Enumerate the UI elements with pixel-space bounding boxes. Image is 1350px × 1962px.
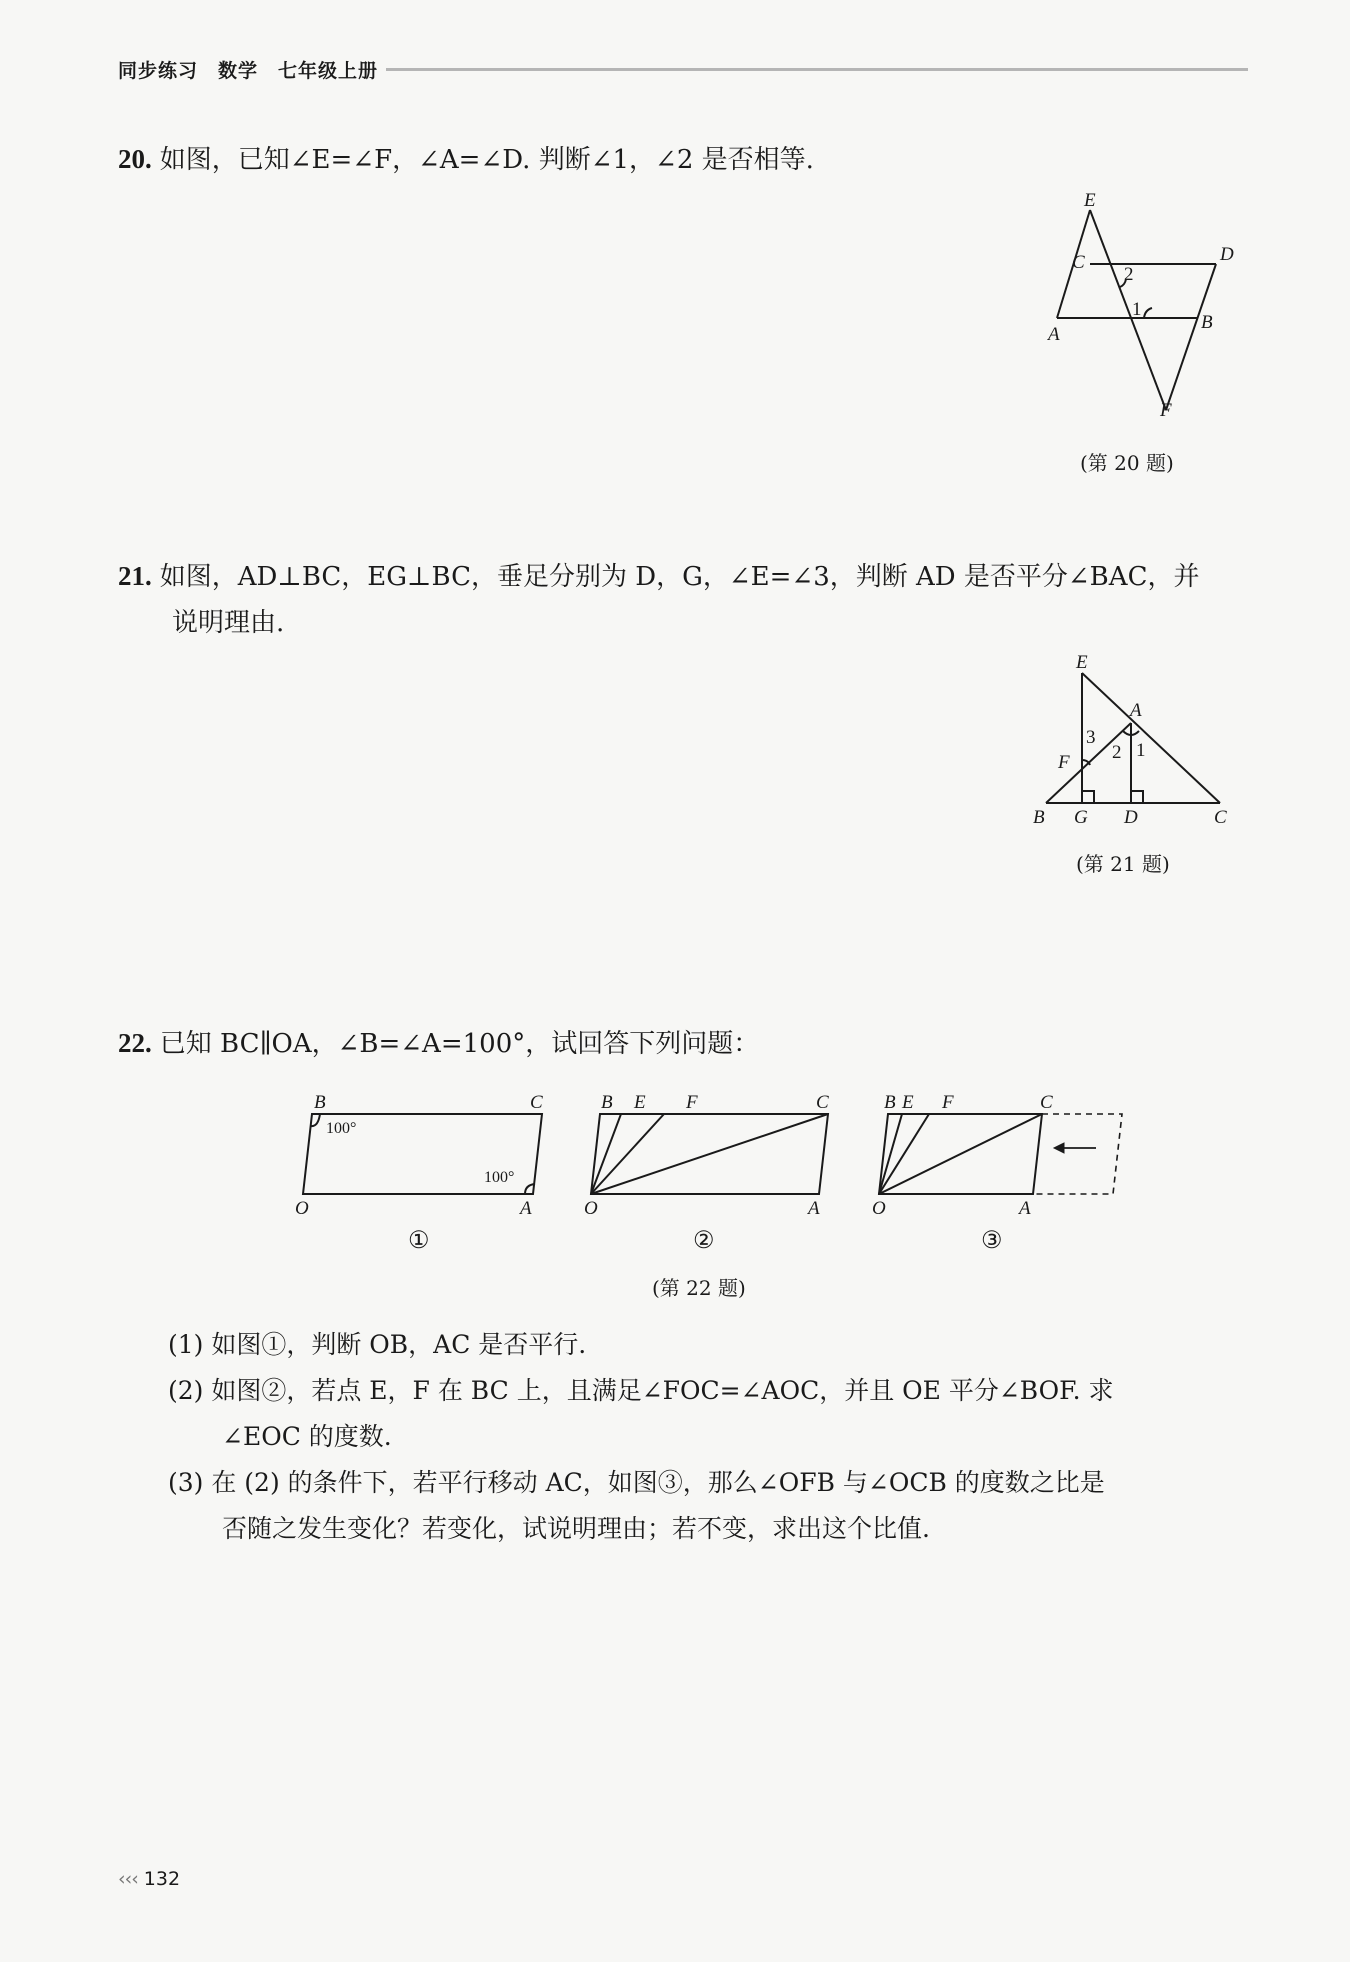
label-B: B	[314, 1092, 326, 1113]
problem-text: 已知 BC∥OA，∠B=∠A=100°，试回答下列问题：	[159, 1029, 760, 1059]
subquestion-3	[168, 1460, 1248, 1552]
label-A: A	[1019, 1198, 1031, 1219]
angle-1-arc	[1144, 308, 1152, 318]
figure-22-3	[864, 1090, 1134, 1250]
label-C: C	[1214, 807, 1227, 828]
label-F: F	[1058, 752, 1070, 773]
line-EF	[1090, 210, 1166, 410]
line-DF	[1166, 264, 1216, 410]
label-C: C	[530, 1092, 543, 1113]
line-EC	[1082, 673, 1220, 803]
label-D: D	[1124, 807, 1138, 828]
line-OE	[879, 1114, 902, 1194]
problem-number: 21.	[118, 561, 152, 591]
label-F: F	[942, 1092, 954, 1113]
header-title: 同步练习 数学 七年级上册	[118, 60, 379, 82]
caption-22: (第 22 题)	[652, 1276, 746, 1300]
label-D: D	[1220, 244, 1234, 265]
angle-1-label: 1	[1136, 740, 1146, 761]
figure-22-2	[576, 1090, 846, 1250]
problem-text-line2: 说明理由.	[172, 608, 285, 638]
angle-2-label: 2	[1112, 742, 1122, 763]
angle-B-label: 100°	[326, 1120, 357, 1137]
label-F: F	[686, 1092, 698, 1113]
figure-22-1	[290, 1090, 550, 1250]
caption-21: (第 21 题)	[1076, 852, 1170, 876]
label-E: E	[902, 1092, 914, 1113]
label-A: A	[1130, 700, 1142, 721]
page-number: 132	[143, 1868, 181, 1890]
label-O: O	[872, 1198, 886, 1219]
page-footer	[118, 1868, 180, 1890]
problem-20	[118, 136, 1248, 183]
subquestion-3-line1: (3) 在 (2) 的条件下，若平行移动 AC，如图③，那么∠OFB 与∠OCB 的度数之比是	[168, 1468, 1105, 1497]
label-C: C	[1072, 252, 1085, 273]
problem-number: 22.	[118, 1028, 152, 1058]
original-position-dashed	[1033, 1114, 1122, 1194]
caption-20: (第 20 题)	[1080, 451, 1174, 475]
angle-2-label: 2	[1124, 264, 1134, 285]
figure-20	[1030, 188, 1260, 428]
label-A: A	[520, 1198, 532, 1219]
right-angle-G	[1082, 791, 1094, 803]
problem-21	[118, 553, 1248, 646]
angle-A-label: 100°	[484, 1169, 515, 1186]
problem-text: 如图，已知∠E=∠F，∠A=∠D. 判断∠1，∠2 是否相等.	[159, 145, 814, 175]
label-B: B	[884, 1092, 896, 1113]
figure-2-label: ②	[693, 1228, 715, 1250]
right-angle-D	[1131, 791, 1143, 803]
label-E: E	[1084, 190, 1096, 211]
label-O: O	[584, 1198, 598, 1219]
label-E: E	[634, 1092, 646, 1113]
problem-number: 20.	[118, 144, 152, 174]
subquestion-3-line2: 否随之发生变化？若变化，试说明理由；若不变，求出这个比值.	[222, 1514, 930, 1543]
label-B: B	[1201, 312, 1213, 333]
label-B: B	[1033, 807, 1045, 828]
angle-1-label: 1	[1132, 299, 1142, 320]
page-header	[118, 56, 1248, 86]
problem-text-line1: 如图，AD⊥BC，EG⊥BC，垂足分别为 D，G，∠E=∠3，判断 AD 是否平分∠BAC，并	[159, 562, 1200, 592]
label-A: A	[808, 1198, 820, 1219]
label-O: O	[295, 1198, 309, 1219]
label-B: B	[601, 1092, 613, 1113]
label-F: F	[1160, 400, 1172, 421]
header-rule	[386, 68, 1248, 71]
subquestion-1-text: (1) 如图①，判断 OB，AC 是否平行.	[168, 1330, 587, 1359]
label-G: G	[1074, 807, 1088, 828]
subquestion-2-line2: ∠EOC 的度数.	[222, 1422, 392, 1451]
label-E: E	[1076, 652, 1088, 673]
subquestion-2-line1: (2) 如图②，若点 E，F 在 BC 上，且满足∠FOC=∠AOC，并且 OE 平分∠BOF. 求	[168, 1376, 1114, 1405]
figure-21	[1030, 650, 1240, 830]
figure-1-label: ①	[408, 1228, 430, 1250]
subquestion-1	[168, 1322, 1248, 1368]
label-C: C	[816, 1092, 829, 1113]
label-C: C	[1040, 1092, 1053, 1113]
angle-3-label: 3	[1086, 727, 1096, 748]
move-arrow-head	[1054, 1143, 1064, 1153]
subquestion-2	[168, 1368, 1248, 1460]
page-arrows: ‹‹‹	[118, 1868, 138, 1890]
figure-3-label: ③	[981, 1228, 1003, 1250]
label-A: A	[1048, 324, 1060, 345]
problem-22	[118, 1020, 1248, 1067]
